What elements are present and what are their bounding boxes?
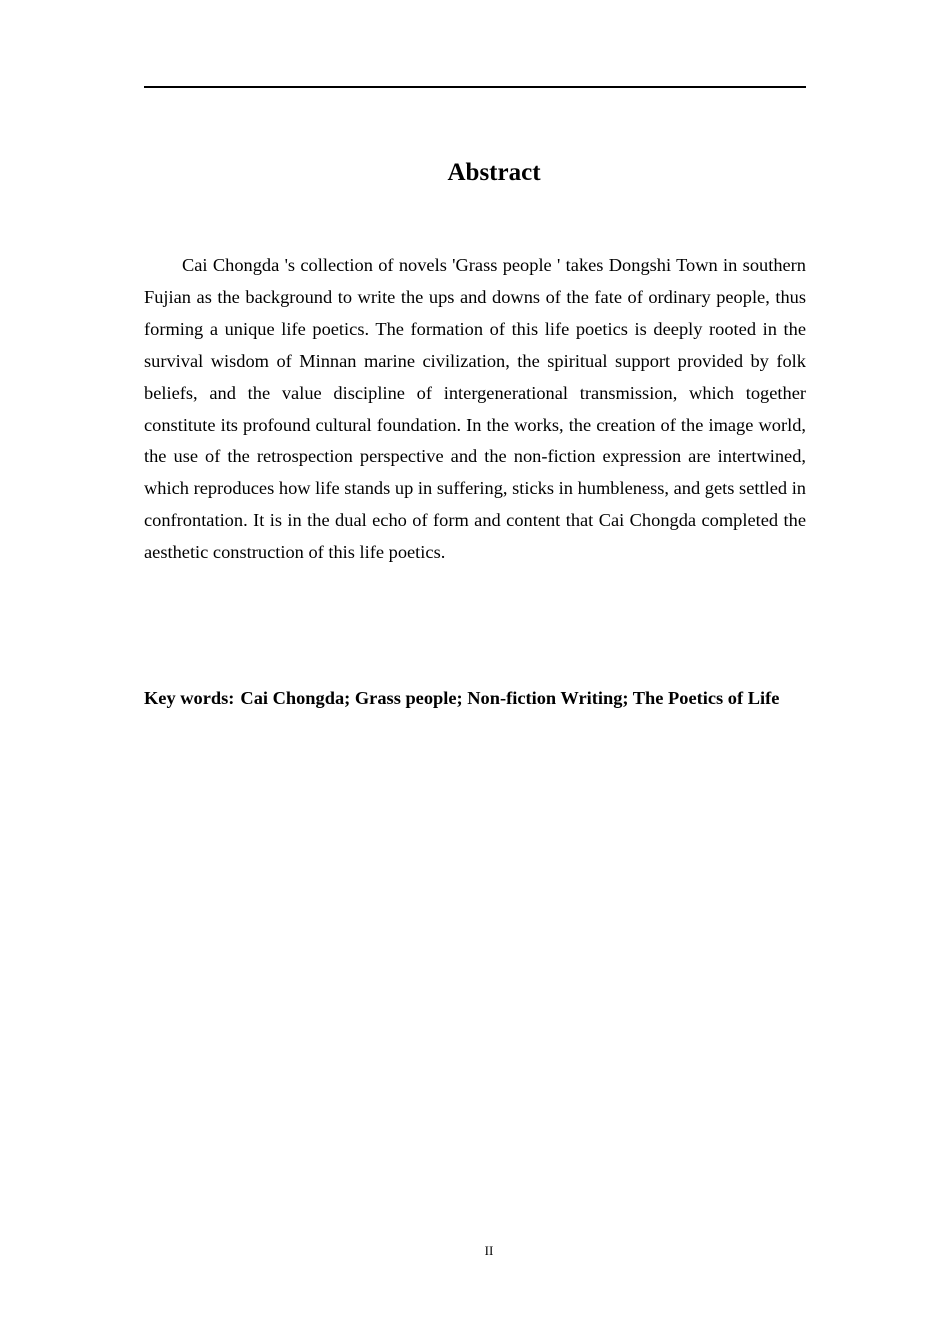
header-rule bbox=[144, 86, 806, 88]
keywords-label: Key words: bbox=[144, 688, 235, 708]
keywords-list: Cai Chongda; Grass people; Non-fiction Writing; The Poetics of Life bbox=[240, 688, 780, 708]
keywords-line bbox=[144, 677, 806, 719]
page-number: II bbox=[484, 1243, 494, 1258]
abstract-body: Cai Chongda 's collection of novels 'Grass people ' takes Dongshi Town in southern Fujian as the background to write the ups and downs of the fate of ordinary people, thus forming a unique life poetics. The formation of this life poetics is deeply rooted in the survival wisdom of Minnan marine civilization, the spiritual support provided by folk beliefs, and the value discipline of intergenerational transmission, which together constitute its profound cultural foundation. In the works, the creation of the image world, the use of the retrospection perspective and the non-fiction expression are intertwined, which reproduces how life stands up in suffering, sticks in humbleness, and gets settled in confrontation. It is in the dual echo of form and content that Cai Chongda completed the aesthetic construction of this life poetics. bbox=[144, 255, 806, 563]
abstract-title: Abstract bbox=[447, 159, 541, 186]
